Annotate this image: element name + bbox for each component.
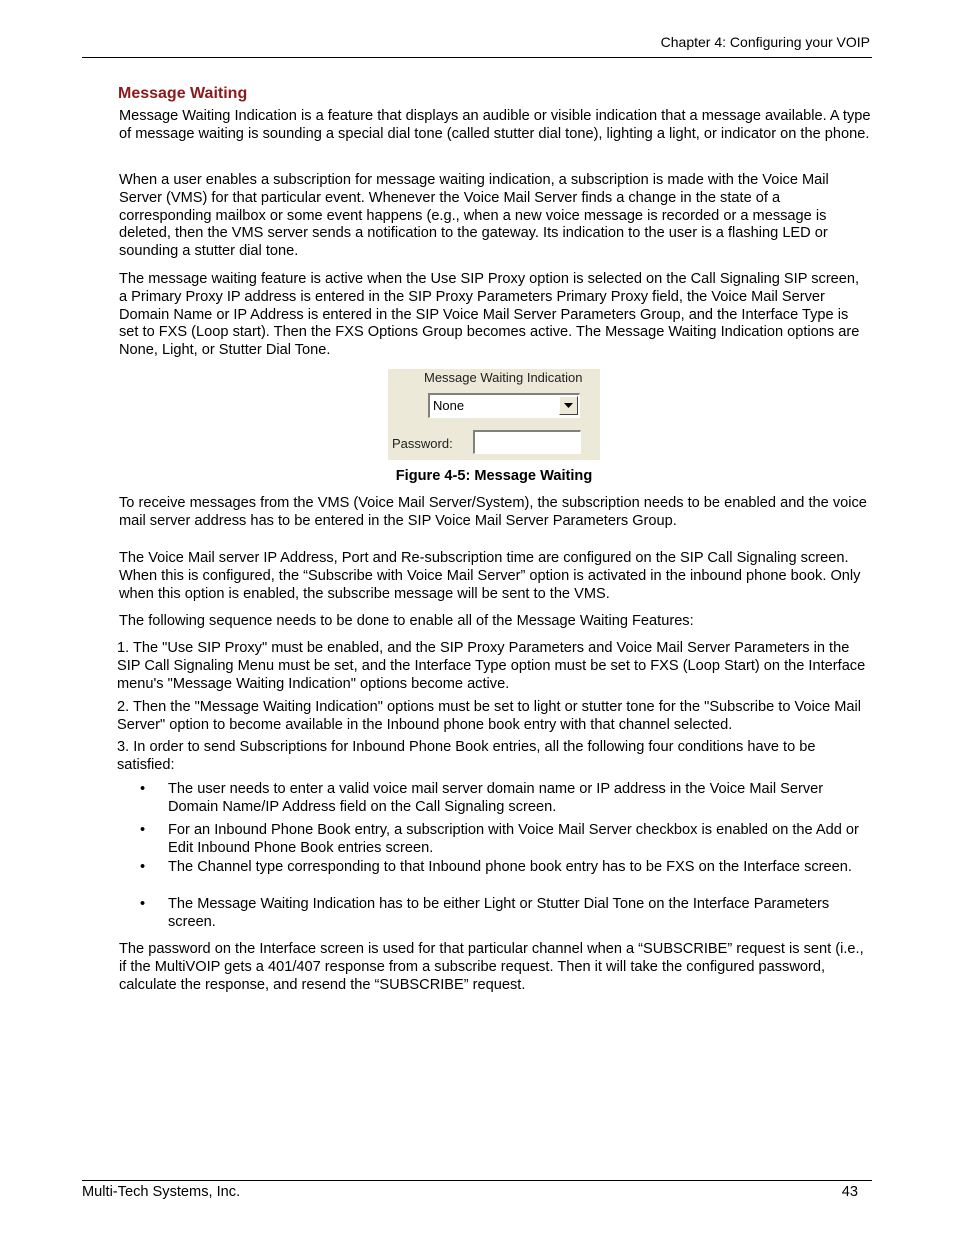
mwi-select[interactable] <box>428 393 580 418</box>
paragraph-subscription: When a user enables a subscription for message waiting indication, a subscription is made with the Voice Mail Server (VMS) for that particular event. Whenever the Voice Mail Server finds a change in the state of a corresponding mailbox or some event happens (e.g., when a new voice message is recorded or a message is deleted, then the VMS server sends a notification to the gateway. Its indication to the user is a flashing LED or sounding a stutter dial tone. <box>119 172 829 260</box>
bullet-text: For an Inbound Phone Book entry, a subscription with Voice Mail Server checkbox is enabled on the Add or Edit Inbound Phone Book entries screen. <box>168 822 859 856</box>
bullet-icon: • <box>140 781 146 797</box>
bullet-icon: • <box>140 896 146 912</box>
bullet-icon: • <box>140 859 146 875</box>
section-title: Message Waiting <box>118 85 248 102</box>
chevron-down-icon[interactable] <box>559 396 578 415</box>
chapter-title: Chapter 4: Configuring your VOIP <box>660 34 870 50</box>
step-item: 1. The "Use SIP Proxy" must be enabled, and the SIP Proxy Parameters and Voice Mail Server Parameters in the SIP Call Signaling Menu must be set, and the Interface Type option must be set to FXS (Loop Start) on the Interface menu's "Message Waiting Indication" options become active. <box>117 640 866 692</box>
step-item: 2. Then the "Message Waiting Indication" options must be set to light or stutter tone for the "Subscribe to Voice Mail Server" option to become available in the Inbound phone book entry with that channel selected. <box>117 699 862 733</box>
page-number: 43 <box>841 1184 858 1200</box>
paragraph-password: The password on the Interface screen is used for that particular channel when a “SUBSCRIBE” request is sent (i.e., if the MultiVOIP gets a 401/407 response from a subscribe request. Then it will take the configured password, calculate the response, and resend the “SUBSCRIBE” request. <box>119 941 864 993</box>
paragraph-vms-config: The Voice Mail server IP Address, Port and Re-subscription time are configured on the SIP Call Signaling screen. When this is configured, the “Subscribe with Voice Mail Server” option is activated in the inbound phone book. Only when this option is enabled, the subscribe message will be sent to the VMS. <box>119 550 861 602</box>
paragraph-intro: Message Waiting Indication is a feature that displays an audible or visible indication that a message available. A type of message waiting is sounding a special dial tone (called stutter dial tone), lighting a light, or indicator on the phone. <box>119 108 871 142</box>
bullet-text: The Message Waiting Indication has to be either Light or Stutter Dial Tone on the Interface Parameters screen. <box>168 896 830 930</box>
mwi-select-value: None <box>433 398 465 413</box>
paragraph-sequence-intro: The following sequence needs to be done to enable all of the Message Waiting Features: <box>119 613 694 629</box>
step-item: 3. In order to send Subscriptions for Inbound Phone Book entries, all the following four conditions have to be satisfied: <box>117 739 816 773</box>
paragraph-feature-active: The message waiting feature is active when the Use SIP Proxy option is selected on the Call Signaling SIP screen, a Primary Proxy IP address is entered in the SIP Proxy Parameters Primary Proxy field, the Voice Mail Server Domain Name or IP Address is entered in the SIP Voice Mail Server Parameters Group, and the Interface Type is set to FXS (Loop start). Then the FXS Options Group becomes active. The Message Waiting Indication options are None, Light, or Stutter Dial Tone. <box>119 271 860 359</box>
mwi-group-label: Message Waiting Indication <box>424 370 583 385</box>
bullet-icon: • <box>140 822 146 838</box>
footer-rule <box>82 1180 872 1181</box>
figure-caption: Figure 4-5: Message Waiting <box>395 468 593 484</box>
footer-company: Multi-Tech Systems, Inc. <box>82 1184 241 1200</box>
password-field[interactable] <box>473 430 581 454</box>
bullet-text: The Channel type corresponding to that Inbound phone book entry has to be FXS on the Interface screen. <box>168 859 852 875</box>
header-rule <box>82 57 872 58</box>
password-label: Password: <box>392 436 453 451</box>
bullet-text: The user needs to enter a valid voice mail server domain name or IP address in the Voice Mail Server Domain Name/IP Address field on the Call Signaling screen. <box>168 781 824 815</box>
paragraph-receive-messages: To receive messages from the VMS (Voice Mail Server/System), the subscription needs to be enabled and the voice mail server address has to be entered in the SIP Voice Mail Server Parameters Group. <box>119 495 867 529</box>
